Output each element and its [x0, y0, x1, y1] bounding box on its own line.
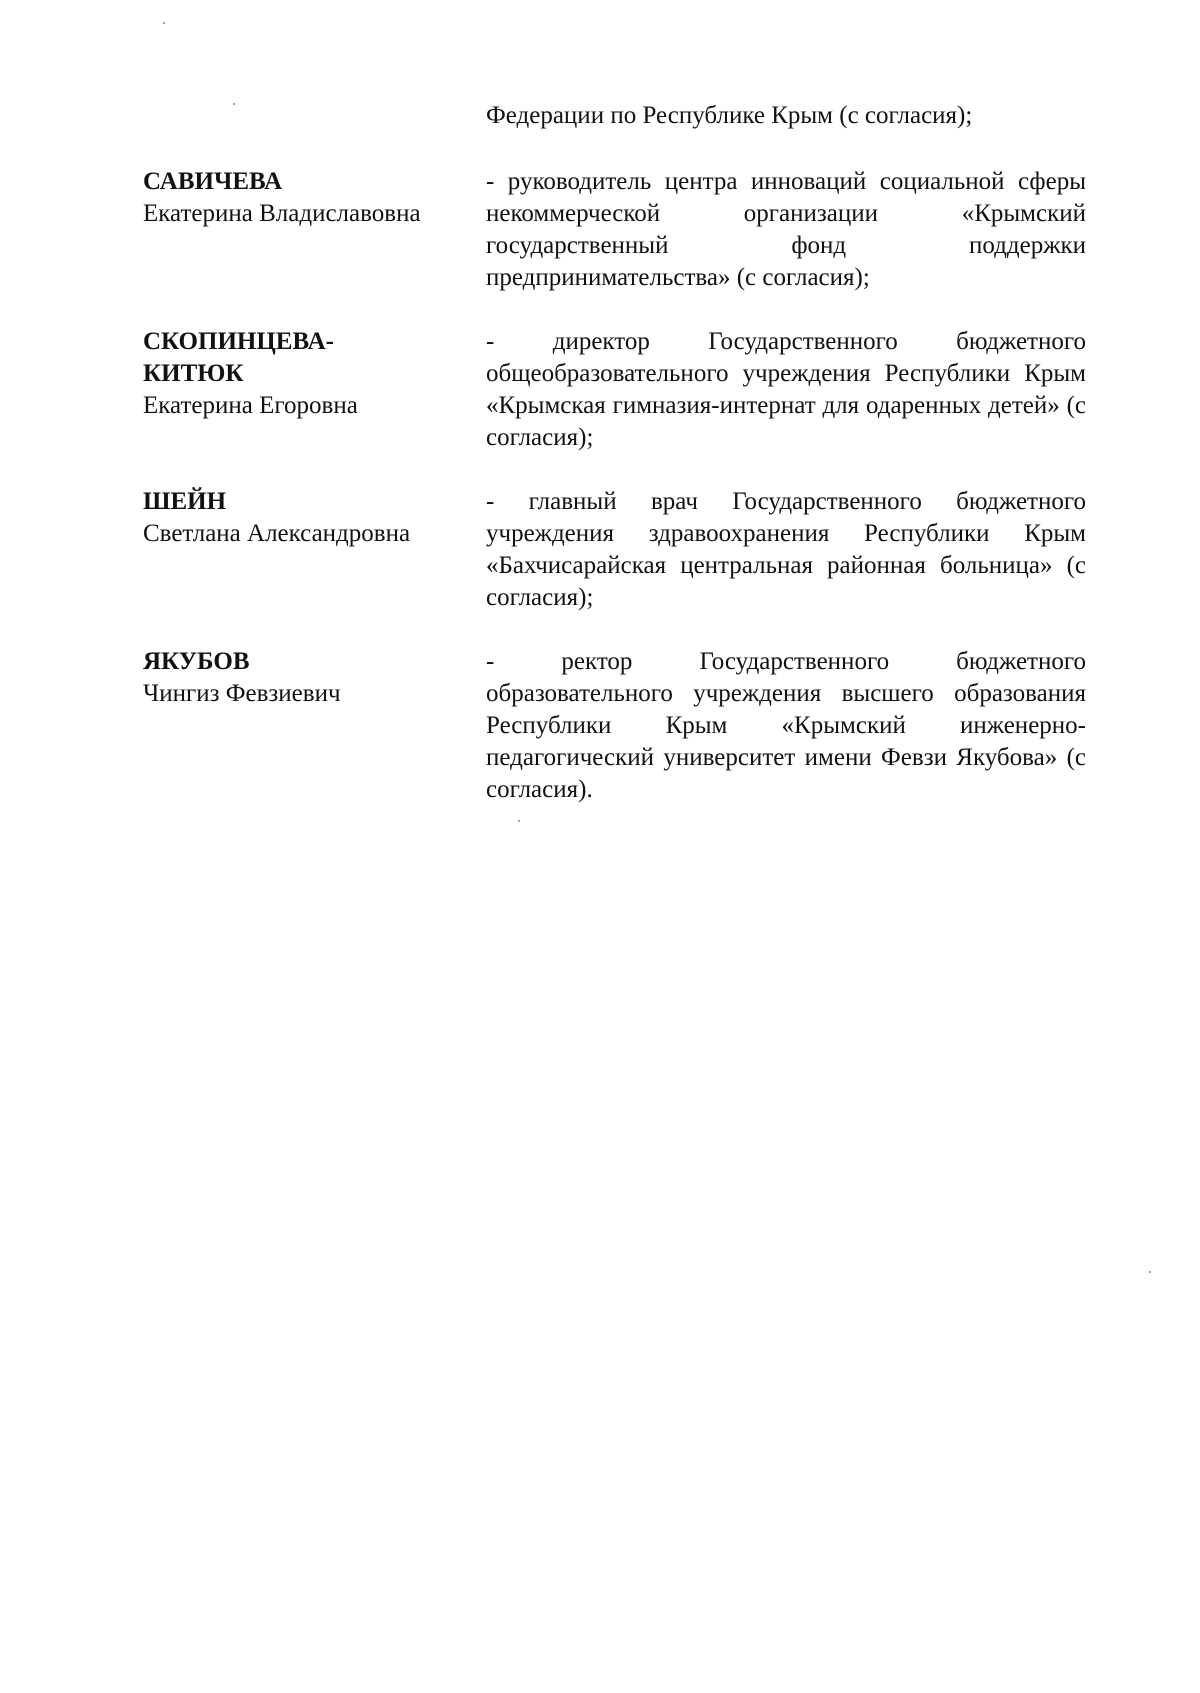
member-name	[143, 166, 483, 230]
scan-speck	[518, 820, 520, 822]
continuation-text: Федерации по Республике Крым (с согласия);	[486, 102, 973, 129]
member-surname: САВИЧЕВА	[143, 168, 283, 195]
member-surname-line-2: КИТЮК	[143, 360, 244, 387]
member-surname: ЯКУБОВ	[143, 648, 250, 675]
member-surname: ШЕЙН	[143, 488, 227, 515]
member-name	[143, 326, 483, 422]
scan-speck	[1149, 1271, 1151, 1273]
scan-speck	[233, 103, 235, 105]
member-given-names: Чингиз Февзиевич	[143, 680, 341, 707]
member-description: - директор Государственного бюджетного общеобразовательного учреждения Республики Крым «Крымская гимназия-интернат для одаренных детей» (с согласия);	[486, 328, 1086, 451]
member-description: - ректор Государственного бюджетного образовательного учреждения высшего образования Республики Крым «Крымский инженерно-педагогический университет имени Февзи Якубова» (с согласия).	[486, 648, 1086, 803]
member-given-names: Светлана Александровна	[143, 520, 411, 547]
member-name	[143, 486, 483, 550]
member-description: - главный врач Государственного бюджетного учреждения здравоохранения Республики Крым «Бахчисарайская центральная районная больница» (с согласия);	[486, 488, 1086, 611]
member-name	[143, 646, 483, 710]
member-given-names: Екатерина Владиславовна	[143, 200, 421, 227]
member-description: - руководитель центра инноваций социальной сферы некоммерческой организации «Крымский государственный фонд поддержки предпринимательства» (с согласия);	[486, 168, 1086, 291]
member-surname-line-1: СКОПИНЦЕВА-	[143, 328, 334, 355]
member-given-names: Екатерина Егоровна	[143, 392, 358, 419]
scan-speck	[163, 22, 165, 24]
